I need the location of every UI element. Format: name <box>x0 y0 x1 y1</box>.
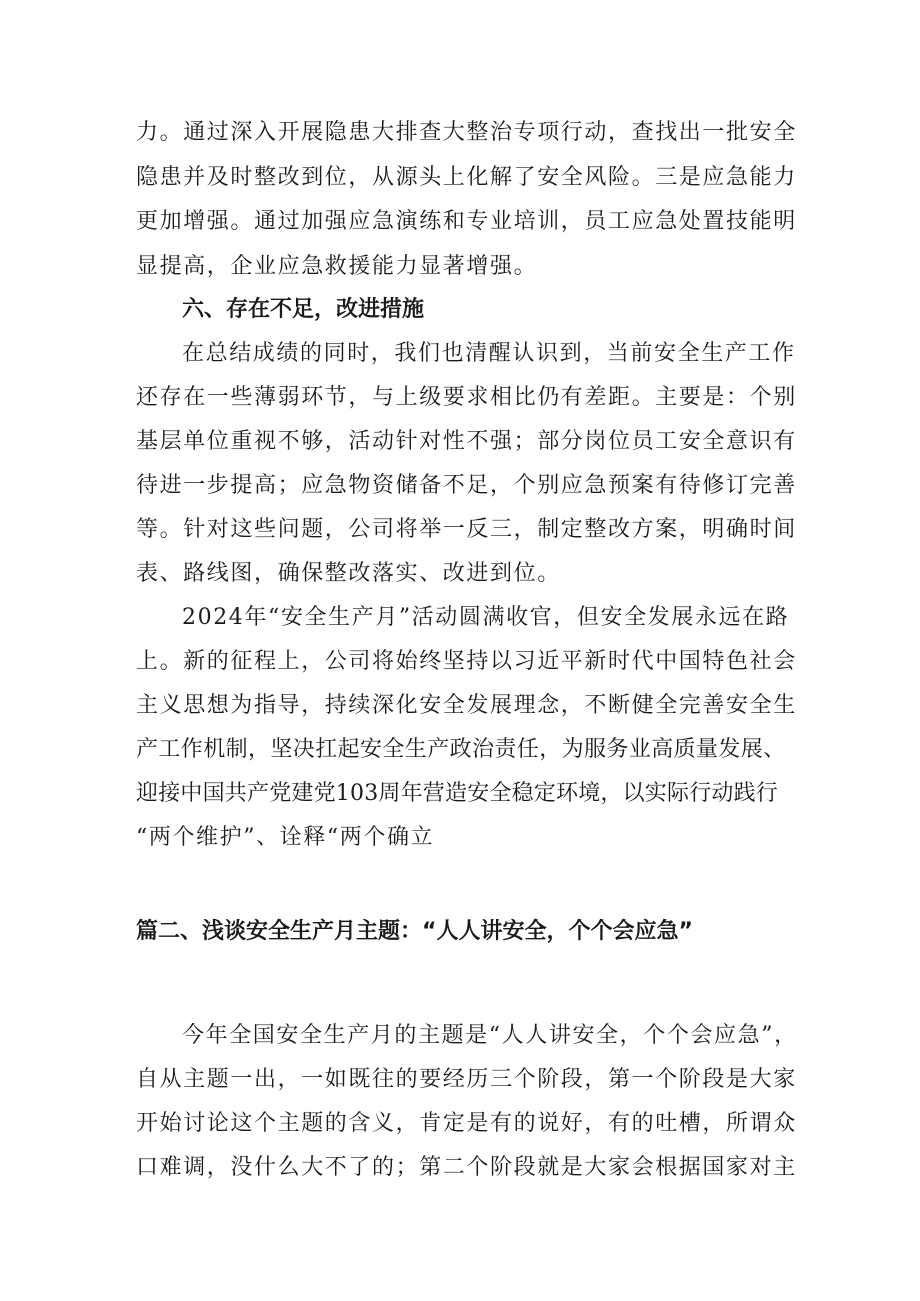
paragraph-2-line-2: 还存在一些薄弱环节，与上级要求相比仍有差距。主要是：个别 <box>136 385 797 410</box>
paragraph-4-line-1: 今年全国安全生产月的主题是“人人讲安全，个个会应急”， <box>182 1023 798 1048</box>
paragraph-4-line-4: 口难调，没什么大不了的；第二个阶段就是大家会根据国家对主 <box>136 1155 797 1180</box>
paragraph-2-line-6: 表、路线图，确保整改落实、改进到位。 <box>136 561 561 586</box>
paragraph-3-line-4: 产工作机制，坚决扛起安全生产政治责任，为服务业高质量发展、 <box>136 737 786 762</box>
paragraph-1-line-1: 力。通过深入开展隐患大排查大整治专项行动，查找出一批安全 <box>136 120 797 145</box>
paragraph-3-line-5: 迎接中国共产党建党103周年营造安全稳定环境，以实际行动践行 <box>136 781 778 806</box>
section-2-title: 篇二、浅谈安全生产月主题：“人人讲安全，个个会应急” <box>136 919 693 944</box>
section-heading-6: 六、存在不足，改进措施 <box>182 297 425 322</box>
paragraph-2-line-1: 在总结成绩的同时，我们也清醒认识到，当前安全生产工作 <box>182 341 796 366</box>
paragraph-1-line-3: 更加增强。通过加强应急演练和专业培训，员工应急处置技能明 <box>136 209 797 234</box>
paragraph-3-line-2: 上。新的征程上，公司将始终坚持以习近平新时代中国特色社会 <box>136 649 797 674</box>
paragraph-3-line-1: 2024年“安全生产月”活动圆满收官，但安全发展永远在路 <box>182 605 790 630</box>
paragraph-2-line-3: 基层单位重视不够，活动针对性不强；部分岗位员工安全意识有 <box>136 429 797 454</box>
paragraph-2-line-5: 等。针对这些问题，公司将举一反三，制定整改方案，明确时间 <box>136 517 797 542</box>
paragraph-4-line-3: 开始讨论这个主题的含义，肯定是有的说好，有的吐槽，所谓众 <box>136 1111 797 1136</box>
paragraph-1-line-2: 隐患并及时整改到位，从源头上化解了安全风险。三是应急能力 <box>136 165 797 190</box>
paragraph-4-line-2: 自从主题一出，一如既往的要经历三个阶段，第一个阶段是大家 <box>136 1067 797 1092</box>
paragraph-1-line-4: 显提高，企业应急救援能力显著增强。 <box>136 254 538 279</box>
paragraph-3-line-3: 主义思想为指导，持续深化安全发展理念，不断健全完善安全生 <box>136 693 797 718</box>
paragraph-2-line-4: 待进一步提高；应急物资储备不足，个别应急预案有待修订完善 <box>136 473 797 498</box>
paragraph-3-line-6: “两个维护”、诠释“两个确立 <box>136 825 435 850</box>
